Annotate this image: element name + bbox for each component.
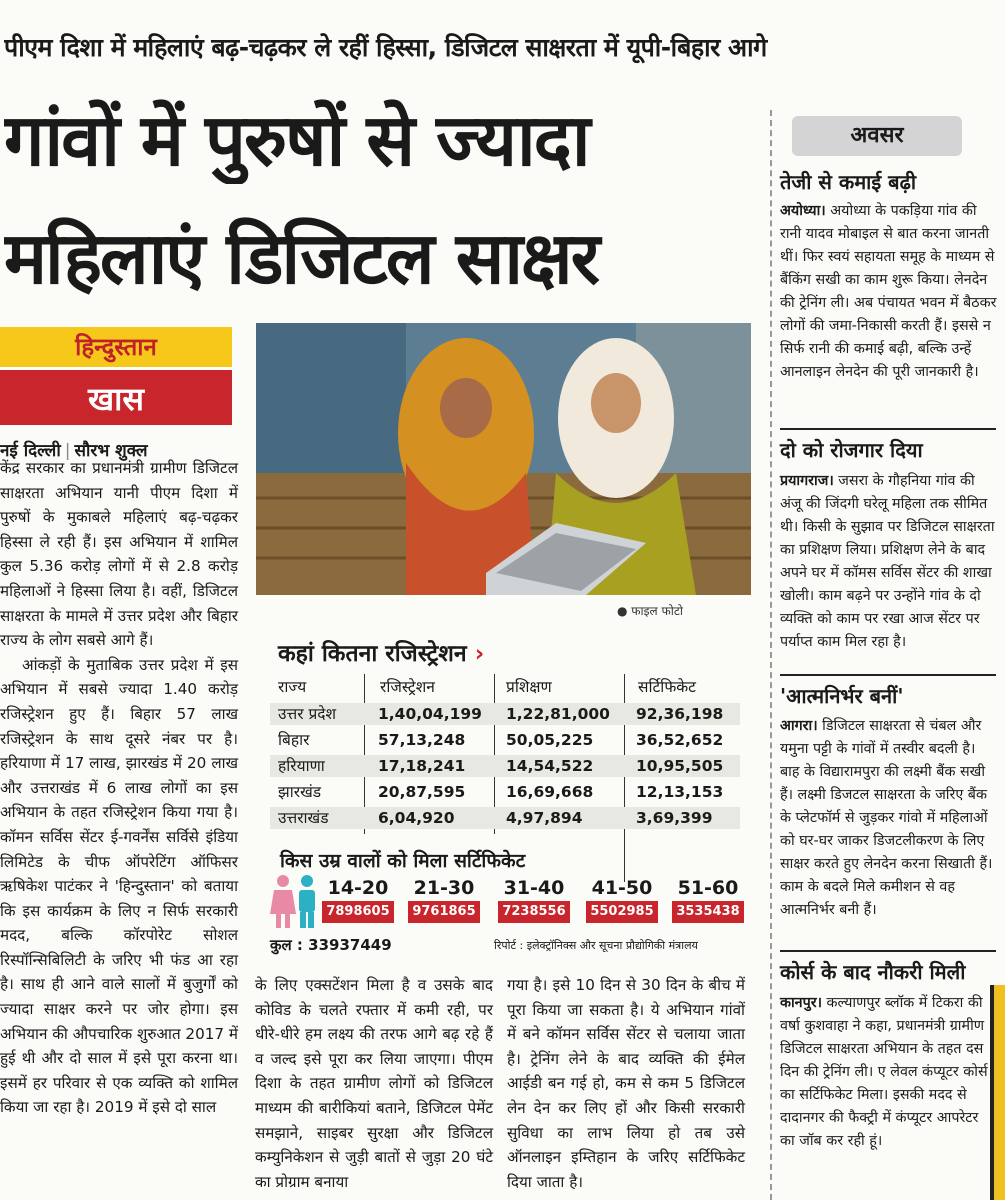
age-group: 31-40 7238556 (498, 877, 570, 923)
certificate-age-title: किस उम्र वालों को मिला सर्टिफिकेट (280, 850, 526, 872)
report-source: रिपोर्ट : इलेक्ट्रॉनिक्स और सूचना प्रौद्योगिकी मंत्रालय (494, 939, 698, 952)
table-row: बिहार 57,13,248 50,05,225 36,52,652 (278, 731, 724, 749)
age-group: 41-50 5502985 (586, 877, 658, 923)
story-text: प्रयागराज। जसरा के गौहनिया गांव की अंजू की जिंदगी घरेलू महिला तक सीमित थी। किसी के सुझाव पर डिजिटल साक्षरता का प्रशिक्षण लिया। प्रशिक्षण लेने के बाद अपने घर में कॉमस सर्विस सेंटर की शाखा खोली। काम बढ़ने पर उन्होंने गांव के दो व्यक्ति को काम पर रखा आज सेंटर पर पर्याप्त काम मिल रहा है। (780, 473, 995, 650)
people-icon (270, 874, 320, 928)
article-column-1 (0, 456, 238, 1120)
byline-place: नई दिल्ली (0, 441, 61, 461)
age-group: 14-20 7898605 (322, 877, 394, 923)
age-group: 21-30 9761865 (408, 877, 480, 923)
header-state: राज्य (278, 678, 307, 696)
table-row: झारखंड 20,87,595 16,69,668 12,13,153 (278, 783, 724, 801)
story-heading: कोर्स के बाद नौकरी मिली (780, 960, 966, 984)
story-heading: 'आत्मनिर्भर बनीं' (780, 684, 904, 708)
sidebar-opportunities (770, 110, 1005, 1200)
header-certificate: सर्टिफिकेट (638, 678, 696, 696)
photo-credit: ● फाइल फोटो (617, 604, 684, 618)
article-column-2: के लिए एक्सटेंशन मिला है व उसके बाद कोविड के चलते रफ्तार में कमी रही, पर धीरे-धीरे हम लक्ष्य की तरफ आगे बढ़ रहे हैं व जल्द इसे पूरा कर लिया जाएगा। पीएम दिशा के तहत ग्रामीण लोगों को डिजिटल माध्यम की बारीकियां बताने, डिजिटल पेमेंट समझाने, साइबर सुरक्षा और डिजिटल कम्युनिकेशन से जुड़ी बातों से जुड़ा 20 घंटे का प्रोग्राम बनाया (255, 976, 493, 1191)
news-photo (256, 323, 751, 595)
registration-infographic (256, 600, 751, 960)
brand-section: खास (0, 367, 232, 425)
chevron-right-icon: › (474, 641, 485, 667)
divider (780, 428, 996, 430)
registration-title: कहां कितना रजिस्ट्रेशन › (278, 641, 485, 667)
story-text: अयोध्या। अयोध्या के पकड़िया गांव की रानी यादव मोबाइल से बात करना जानती थीं। फिर स्वयं सहायता समूह के माध्यम से बैंकिंग सखी का काम शुरू किया। लेनदेन की ट्रेनिंग ली। अब पंचायत भवन में बैठकर लोगों की जमा-निकासी करती हैं। इससे न सिर्फ रानी की कमाई बढ़ी, बल्कि उन्हें आनलाइन लेनदेन की पूरी जानकारी है। (780, 203, 997, 380)
age-group: 51-60 3535438 (672, 877, 744, 923)
divider (780, 950, 996, 952)
story-heading: तेजी से कमाई बढ़ी (780, 170, 917, 194)
table-row: हरियाणा 17,18,241 14,54,522 10,95,505 (270, 755, 740, 777)
story-heading: दो को रोजगार दिया (780, 438, 923, 462)
article-paragraph: आंकड़ों के मुताबिक उत्तर प्रदेश में इस अभियान में सबसे ज्यादा 1.40 करोड़ रजिस्ट्रेशन हुए हैं। बिहार 57 लाख रजिस्ट्रेशन के साथ दूसरे नंबर पर है। हरियाणा में 17 लाख, झारखंड में 20 लाख और उत्तराखंड में 6 लाख लोगों का इस अभियान के तहत रजिस्ट्रेशन किया गया है। कॉमन सर्विस सेंटर ई-गवर्नेंस सर्विसेे इंडिया लिमिटेड के चीफ ऑपरेटिंग ऑफिसर ऋषिकेश पाटंकर ने 'हिन्दुस्तान' को बताया कि इस कार्यक्रम के लिए न सिर्फ सरकारी मदद, बल्कि कॉरपोरेट सोशल रिस्पॉन्सिबिलिटी के जरिए भी फंड आ रहा है। साथ ही आने वाले सालों में बुजुर्गों को ज्यादा साक्षर करने पर जोर होगा। इस अभियान की औपचारिक शुरुआत 2017 में हुई थी और दो साल में इसे पूरा करना था। इसमें हर परिवार से एक व्यक्ति को शामिल किया जा रहा है। 2019 में इसे दो साल (0, 655, 238, 1117)
divider (780, 674, 996, 676)
byline-author: सौरभ शुक्ल (74, 441, 148, 461)
sidebar-tag: अवसर (792, 116, 962, 156)
brand-name: हिन्दुस्तान (0, 327, 232, 367)
article-paragraph: केंद्र सरकार का प्रधानमंत्री ग्रामीण डिजिटल साक्षरता अभियान यानी पीएम दिशा में पुरुषों के मुकाबले महिलाएं बढ़-चढ़कर हिस्सा ले रही हैं। इस अभियान में शामिल कुल 5.36 करोड़ लोगों में से 2.8 करोड़ महिलाओं ने हिस्सा लिया है। वहीं, डिजिटल साक्षरता के मामले में उत्तर प्रदेश और बिहार राज्य के लोग सबसे आगे हैं। (0, 459, 238, 650)
brand-badge (0, 327, 232, 425)
certificate-total: कुल : 33937449 (270, 936, 392, 954)
women-at-laptop-photo (256, 323, 751, 595)
story-text: आगरा। डिजिटल साक्षरता से चंबल और यमुना पट्टी के गांवों में तस्वीर बदली है। बाह के विद्यारामपुरा की लक्ष्मी बैंक सखी हैं। लक्ष्मी डिजटल साक्षरता के जरिए बैंक के प्लेटफॉर्म से जुड़कर गांवो में महिलाओं को घर-घर जाकर डिजटलीकरण के लिए साक्षर करते हुए लेनदेन करना सिखाती हैं। काम के बदले मिले कमीशन से वह आत्मनिर्भर बनी हैं। (780, 718, 993, 918)
headline-line-1: गांवों में पुरुषों से ज्यादा (4, 98, 589, 182)
header-registration: रजिस्ट्रेशन (380, 678, 435, 696)
adjacent-ad-edge (990, 985, 1005, 1200)
header-training: प्रशिक्षण (506, 678, 552, 696)
table-row: उत्तराखंड 6,04,920 4,97,894 3,69,399 (270, 807, 740, 829)
story-text: कानपुर। कल्याणपुर ब्लॉक में टिकरा की वर्षा कुशवाहा ने कहा, प्रधानमंत्री ग्रामीण डिजिटल साक्षरता अभियान के तहत दस दिन की ट्रेनिंग ली। ए लेवल कंप्यूटर कोर्स का सर्टिफिकेट मिला। इसकी मदद से दादानगर की फैक्ट्री में कंप्यूटर आपरेटर का जॉब कर रही हूं। (780, 995, 988, 1149)
article-column-3: गया है। इसे 10 दिन से 30 दिन के बीच में पूरा किया जा सकता है। ये अभियान गांवों में बने कॉमन सर्विस सेंटर से चलाया जाता है। ट्रेनिंग लेने के बाद व्यक्ति की ईमेल आईडी बन गई हो, कम से कम 5 डिजिटल लेन देन कर लिए हों और किसी सरकारी सुविधा का लाभ लिया हो तब उसे ऑनलाइन इम्तिहान के जरिए सर्टिफिकेट दिया जाता है। (507, 976, 745, 1191)
table-row: उत्तर प्रदेश 1,40,04,199 1,22,81,000 92,36,198 (270, 703, 740, 725)
headline-line-2: महिलाएं डिजिटल साक्षर (4, 216, 599, 300)
kicker-line: पीएम दिशा में महिलाएं बढ़-चढ़कर ले रहीं हिस्सा, डिजिटल साक्षरता में यूपी-बिहार आगे (4, 33, 767, 62)
byline-separator: | (64, 441, 71, 461)
